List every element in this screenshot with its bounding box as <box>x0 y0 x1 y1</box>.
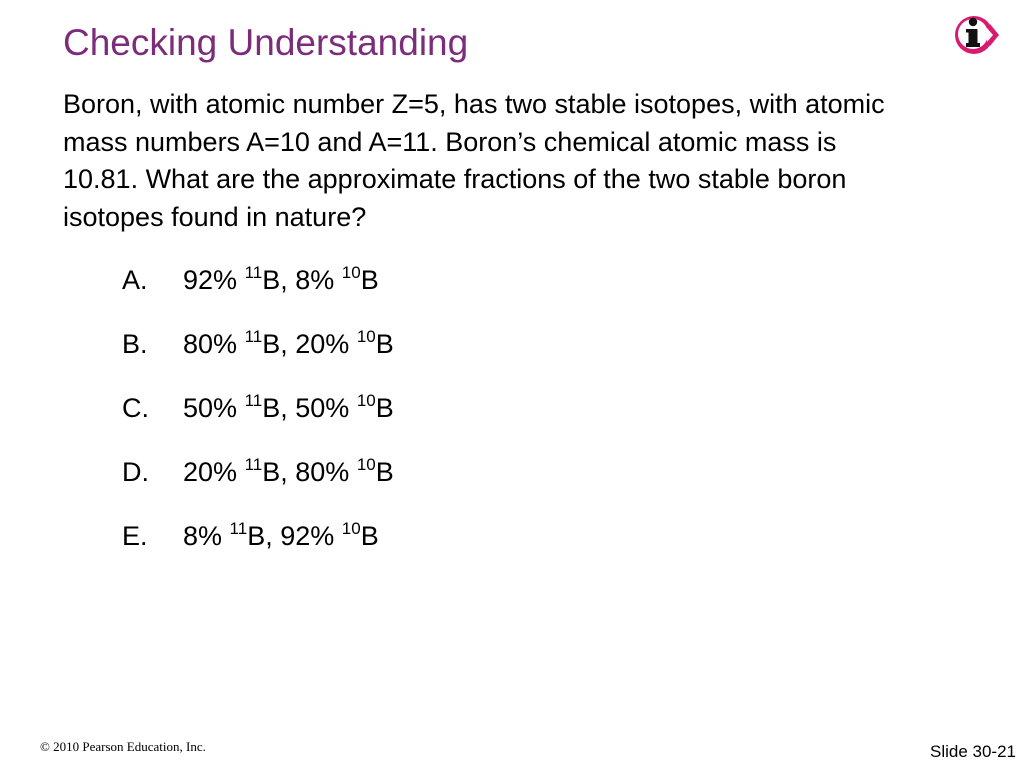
mass-number-2: 10 <box>356 391 376 410</box>
percent-1: 92% <box>183 265 238 295</box>
element-1: B, <box>262 265 288 295</box>
element-1: B, <box>262 329 288 359</box>
mass-number-2: 10 <box>341 519 361 538</box>
percent-2: 50% <box>295 393 350 423</box>
element-2: B <box>360 265 379 295</box>
info-icon <box>952 10 1002 58</box>
mass-number-1: 11 <box>244 455 263 474</box>
copyright-text: © 2010 Pearson Education, Inc. <box>40 739 206 754</box>
option-e <box>122 516 379 556</box>
percent-2: 20% <box>295 329 350 359</box>
option-c <box>122 388 394 428</box>
element-2: B <box>360 521 379 551</box>
percent-1: 20% <box>183 457 238 487</box>
percent-1: 8% <box>183 521 223 551</box>
option-letter: D. <box>122 457 149 487</box>
mass-number-2: 10 <box>341 263 361 282</box>
option-letter: C. <box>122 393 149 423</box>
option-b <box>122 324 394 364</box>
option-a <box>122 260 379 300</box>
option-d <box>122 452 394 492</box>
element-2: B <box>375 329 394 359</box>
element-1: B, <box>247 521 273 551</box>
element-2: B <box>375 393 394 423</box>
option-letter: A. <box>122 265 148 295</box>
option-letter: B. <box>122 329 148 359</box>
mass-number-2: 10 <box>356 327 376 346</box>
slide-title: Checking Understanding <box>63 22 469 63</box>
percent-2: 92% <box>280 521 335 551</box>
mass-number-1: 11 <box>229 519 248 538</box>
slide-number: Slide 30-21 <box>929 742 1016 761</box>
element-2: B <box>375 457 394 487</box>
mass-number-1: 11 <box>244 327 263 346</box>
option-letter: E. <box>122 521 148 551</box>
mass-number-1: 11 <box>244 263 263 282</box>
question-text: Boron, with atomic number Z=5, has two stable isotopes, with atomic mass numbers A=10 and A=11. Boron’s chemical atomic mass is 10.81. What are the approximate fractions of the two stable boron isotopes found in nature? <box>63 89 885 232</box>
percent-1: 80% <box>183 329 238 359</box>
percent-2: 80% <box>295 457 350 487</box>
percent-1: 50% <box>183 393 238 423</box>
percent-2: 8% <box>295 265 335 295</box>
element-1: B, <box>262 393 288 423</box>
mass-number-2: 10 <box>356 455 376 474</box>
mass-number-1: 11 <box>244 391 263 410</box>
element-1: B, <box>262 457 288 487</box>
